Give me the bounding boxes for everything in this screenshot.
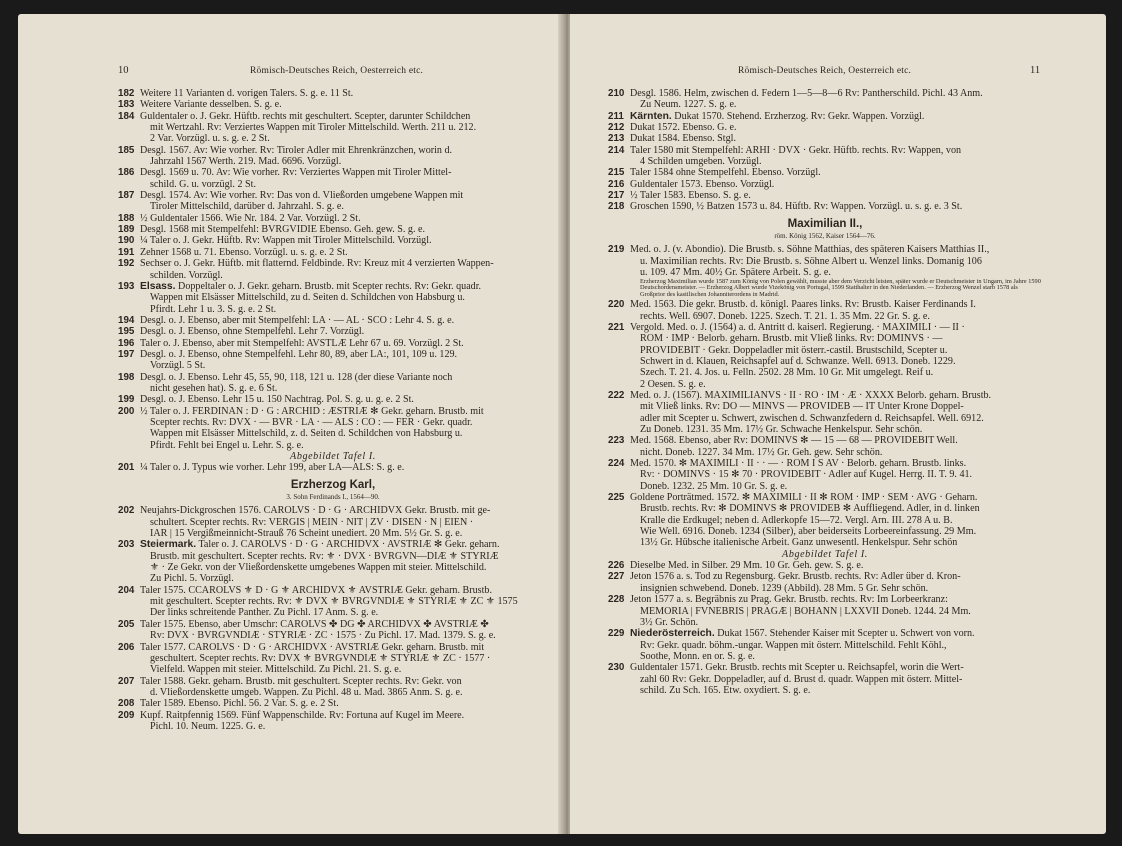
entry-line: ½ Taler 1583. Ebenso. S. g. e. (630, 190, 751, 202)
catalog-entry (118, 642, 548, 676)
entry-text: Doppeltaler o. J. Gekr. geharn. Brustb. mit Scepter rechts. Rv: Gekr. quadr. (175, 280, 482, 292)
entry-number: 216 (608, 178, 625, 190)
entry-line: insignien schwebend. Doneb. 1239 (Abbild). 28 Mm. 5 Gr. Sehr schön. (640, 582, 929, 594)
entry-line: Taler 1589. Ebenso. Pichl. 56. 2 Var. S. g. e. 2 St. (140, 698, 339, 710)
entry-number: 217 (608, 190, 625, 202)
entry-line: Dieselbe Med. in Silber. 29 Mm. 10 Gr. Geh. gew. S. g. e. (630, 560, 864, 572)
catalog-entry (118, 258, 548, 281)
catalog-entry (608, 662, 1042, 696)
catalog-entry (608, 244, 1042, 299)
entry-number: 211 (608, 110, 624, 122)
entry-line: Rv: DVX · BVRGVNDIÆ · STYRIÆ · ZC · 1575 · Zu Pichl. 17. Mad. 1379. S. g. e. (150, 630, 496, 642)
catalog-entry (608, 435, 1042, 458)
entry-number: 193 (118, 280, 135, 292)
entry-line: schild. G. u. vorzügl. 2 St. (150, 178, 256, 190)
entry-line: Taler 1575. CCAROLVS ⚜ D · G ⚜ ARCHIDVX ⚜ AVSTRIÆ Gekr. geharn. Brustb. (140, 584, 492, 596)
catalog-entry (118, 505, 548, 539)
entry-line: nicht. Doneb. 1227. 34 Mm. 17½ Gr. Geh. gew. Sehr schön. (640, 446, 883, 458)
entry-line: mit geschultert. Scepter rechts. Rv: ⚜ DVX ⚜ BVRGVNDIÆ ⚜ STYRIÆ ⚜ ZC ⚜ 1575 (150, 596, 518, 608)
entry-number: 221 (608, 321, 625, 333)
entry-line: zahl 60 Rv: Gekr. Doppeladler, auf d. Brust d. quadr. Wappen mit österr. Mittel- (640, 673, 963, 685)
entry-line: Med. 1570. ✻ MAXIMILI · II · · — · ROM I S AV · Belorb. geharn. Brustb. links. (630, 458, 967, 470)
region-keyword: Niederösterreich. (630, 628, 715, 640)
entry-number: 190 (118, 235, 135, 247)
entry-line: schilden. Vorzügl. (150, 269, 223, 281)
entry-line: Kupf. Raitpfennig 1569. Fünf Wappenschilde. Rv: Fortuna auf Kugel im Meere. (140, 709, 465, 721)
entry-line: IAR | 15 Vergißmeinnicht-Strauß 76 Scheint unediert. 20 Mm. 5½ Gr. S. g. e. (150, 528, 463, 540)
catalog-entry (608, 133, 1042, 144)
entry-number: 187 (118, 190, 135, 202)
catalog-entry (608, 571, 1042, 594)
entry-line: Taler 1577. CAROLVS · D · G · ARCHIDVX · AVSTRIÆ Gekr. geharn. Brustb. mit (140, 641, 485, 653)
entry-number: 215 (608, 167, 625, 179)
entry-number: 201 (118, 462, 135, 474)
entry-line: Jahrzahl 1567 Werth. 219. Mad. 6696. Vorzügl. (150, 156, 342, 168)
entry-line: Scepter rechts. Rv: DVX · — BVR · LA · — ALS : CO : — FER · Gekr. quadr. (150, 416, 473, 428)
catalog-entry (118, 247, 548, 258)
catalog-entry (608, 322, 1042, 390)
section-heading (608, 219, 1042, 243)
right-page (570, 14, 1106, 834)
entry-number: 213 (608, 133, 625, 145)
entry-line: Soothe, Monn. en or. S. g. e. (640, 650, 755, 662)
catalog-entry (608, 594, 1042, 628)
entry-text: Dukat 1570. Stehend. Erzherzog. Rv: Gekr. Wappen. Vorzügl. (671, 110, 925, 122)
entry-line: ROM · IMP · Belorb. geharn. Brustb. mit Vließ links. Rv: DOMINVS · — (640, 333, 943, 345)
entry-line: 2 Var. Vorzügl. u. s. g. e. 2 St. (150, 133, 270, 145)
catalog-entry (118, 394, 548, 405)
entry-number: 227 (608, 571, 625, 583)
catalog-entry (118, 167, 548, 190)
plate-reference: Abgebildet Tafel I. (290, 451, 376, 462)
entry-line (630, 111, 1042, 122)
entry-line: Guldentaler 1571. Gekr. Brustb. rechts mit Scepter u. Reichsapfel, worin die Wert- (630, 662, 964, 674)
entry-line: Vergold. Med. o. J. (1564) a. d. Antritt d. kaiserl. Regierung. · MAXIMILI · — II · (630, 321, 965, 333)
entry-number: 192 (118, 258, 135, 270)
entry-line: Brustb. rechts. Rv: ✻ DOMINVS ✻ PROVIDEB ✻ Auffliegend. Adler, in d. linken (640, 503, 980, 515)
entry-line: MEMORIA | FVNEBRIS | PRAGÆ | BOHANN | LXXVII Doneb. 1244. 24 Mm. (640, 605, 971, 617)
region-keyword: Steiermark. (140, 539, 197, 551)
entry-number: 218 (608, 201, 625, 213)
entry-line: Wappen mit Elsässer Mittelschild, zu d. Seiten d. Schildchen von Habsburg u. (150, 292, 465, 304)
entry-line: Pichl. 10. Neum. 1225. G. e. (150, 720, 266, 732)
entry-number: 223 (608, 435, 625, 447)
catalog-entry (118, 235, 548, 246)
entry-number: 220 (608, 299, 625, 311)
entry-line (140, 539, 548, 550)
catalog-entry (608, 390, 1042, 435)
entry-line: Taler 1575. Ebenso, aber Umschr: CAROLVS ✤ DG ✤ ARCHIDVX ✤ AVSTRIÆ ✤ (140, 618, 489, 630)
entry-number: 188 (118, 212, 135, 224)
entry-number: 196 (118, 337, 135, 349)
plate-reference: Abgebildet Tafel I. (782, 548, 868, 560)
entry-line: Jeton 1576 a. s. Tod zu Regensburg. Gekr. Brustb. rechts. Rv: Adler über d. Kron- (630, 571, 961, 583)
catalog-entry (118, 585, 548, 619)
entry-number: 226 (608, 560, 625, 572)
entry-number: 224 (608, 458, 625, 470)
entry-line: Rv: · DOMINVS · 15 ✻ 70 · PROVIDEBIT · Adler auf Kugel. Herrg. II. T. 9. 41. (640, 469, 973, 481)
catalog-entry (118, 710, 548, 733)
entry-number: 210 (608, 88, 625, 99)
entry-number: 212 (608, 122, 625, 134)
entry-line: Desgl. o. J. Ebenso, ohne Stempelfehl. Lehr 7. Vorzügl. (140, 326, 365, 338)
section-title: Maximilian II., (787, 217, 863, 230)
entry-line: Zu Neum. 1227. S. g. e. (640, 99, 737, 111)
entry-line: Brustb. mit geschultert. Scepter rechts. Rv: ⚜ · DVX · BVRGVN—DIÆ ⚜ STYRIÆ (150, 550, 499, 562)
entry-line: Weitere Variante desselben. S. g. e. (140, 99, 282, 111)
entry-number: 222 (608, 389, 625, 401)
entry-line: d. Vließordenskette umgeb. Wappen. Zu Pichl. 48 u. Mad. 3865 Anm. S. g. e. (150, 686, 463, 698)
section-subtitle: röm. König 1562, Kaiser 1564—76. (774, 232, 876, 241)
running-head: Römisch-Deutsches Reich, Oesterreich etc. (250, 66, 424, 76)
entry-line: rechts. Well. 6907. Doneb. 1225. Szech. T. 21. 1. 35 Mm. 22 Gr. S. g. e. (640, 310, 930, 322)
entry-line: nicht gesehen hat). S. g. e. 6 St. (150, 382, 278, 394)
entry-line: mit Vließ links. Rv: DO — MINVS — PROVIDEB — IT Unter Krone Doppel- (640, 401, 964, 413)
entry-number: 198 (118, 371, 135, 383)
catalog-entry (118, 698, 548, 709)
entry-line: Desgl. 1574. Av: Wie vorher. Rv: Das von d. Vließorden umgebene Wappen mit (140, 190, 464, 202)
running-head: Römisch-Deutsches Reich, Oesterreich etc. (738, 66, 912, 76)
entry-line: adler mit Scepter u. Schwert, zwischen d. Schwanzfedern d. Reichsapfel. Well. 6912. (640, 412, 984, 424)
catalog-entry (608, 167, 1042, 178)
page-number: 10 (118, 65, 129, 76)
entry-line: Desgl. 1568 mit Stempelfehl: BVRGVIDIE Ebenso. Geh. gew. S. g. e. (140, 224, 426, 236)
entry-line (140, 281, 548, 292)
region-keyword: Kärnten. (630, 110, 672, 122)
catalog-entry (608, 190, 1042, 201)
entry-number: 197 (118, 348, 135, 360)
catalog-entry (118, 462, 548, 473)
entry-text: Taler o. J. CAROLVS · D · G · ARCHIDVX · AVSTRIÆ ✻ Gekr. geharn. (196, 539, 500, 551)
entry-line (630, 628, 1042, 639)
catalog-entry (608, 492, 1042, 549)
entry-number: 229 (608, 628, 625, 640)
catalog-entries (118, 88, 548, 732)
catalog-entry (118, 676, 548, 699)
entry-line: 2 Oesen. S. g. e. (640, 378, 706, 390)
catalog-entry (118, 190, 548, 213)
entry-line: Weitere 11 Varianten d. vorigen Talers. S. g. e. 11 St. (140, 88, 354, 99)
catalog-entry (608, 111, 1042, 122)
entry-number: 186 (118, 167, 135, 179)
entry-line: Zu Pichl. 5. Vorzügl. (150, 573, 234, 585)
entry-line: Desgl. 1586. Helm, zwischen d. Federn 1—5—8—6 Rv: Pantherschild. Pichl. 43 Anm. (630, 88, 983, 99)
entry-line: mit Wertzahl. Rv: Verziertes Wappen mit Tiroler Mittelschild. Werth. 211 u. 212. (150, 122, 477, 134)
entry-number: 209 (118, 709, 135, 721)
entry-number: 208 (118, 698, 135, 710)
entry-number: 219 (608, 244, 625, 256)
entry-line: Taler 1580 mit Stempelfehl: ARHI · DVX · Gekr. Hüftb. rechts. Rv: Wappen, von (630, 144, 962, 156)
section-subtitle: 3. Sohn Ferdinands I., 1564—90. (286, 493, 380, 502)
entry-line: Taler 1584 ohne Stempelfehl. Ebenso. Vorzügl. (630, 167, 821, 179)
catalog-entry (118, 326, 548, 337)
entry-line: Wappen mit Elsässer Mittelschild, z. d. Seiten d. Schildchen von Habsburg u. (150, 428, 463, 440)
catalog-entry (608, 201, 1042, 212)
entry-line: u. 109. 47 Mm. 40½ Gr. Spätere Arbeit. S. g. e. (640, 267, 831, 279)
entry-line: Guldentaler 1573. Ebenso. Vorzügl. (630, 178, 775, 190)
catalog-entry (118, 111, 548, 145)
entry-number: 206 (118, 641, 135, 653)
footnote: Erzherzog Maximilian wurde 1587 zum König von Polen gewählt, musste aber dem Verzicht leisten, später wurde er Deutschmeister in Ungarn, im Jahre 1590 Deutschordensmeister. — Erzherzog Albert wurde Vizekönig von Portugal, 1599 Statthalter in den Niederlanden. — Erzherzog Wenzel starb 1578 als Großprior des kastilischen Johanniterordens in Madrid. (640, 277, 1041, 299)
entry-line: Tiroler Mittelschild, darüber d. Jahrzahl. S. g. e. (150, 201, 344, 213)
entry-number: 230 (608, 662, 625, 674)
entry-number: 204 (118, 584, 135, 596)
entry-line: PROVIDEBIT · Gekr. Doppeladler mit österr.-castil. Brustschild, Scepter u. (640, 344, 948, 356)
catalog-entry (608, 628, 1042, 662)
entry-line: Desgl. 1569 u. 70. Av: Wie vorher. Rv: Verziertes Wappen mit Tiroler Mittel- (140, 167, 452, 179)
catalog-entry (608, 122, 1042, 133)
entry-line: Med. 1563. Die gekr. Brustb. d. königl. Paares links. Rv: Brustb. Kaiser Ferdinands I. (630, 299, 976, 311)
section-heading (118, 480, 548, 504)
catalog-entry (118, 281, 548, 315)
entry-line: Desgl. o. J. Ebenso, ohne Stempelfehl. Lehr 80, 89, aber LA:, 101, 109 u. 129. (140, 348, 458, 360)
catalog-entry (118, 88, 548, 99)
entry-line: Rv: Gekr. quadr. böhm.-ungar. Wappen mit österr. Mittelschild. Fehlt Köhl., (640, 639, 947, 651)
entry-line: ½ Guldentaler 1566. Wie Nr. 184. 2 Var. Vorzügl. 2 St. (140, 212, 361, 224)
entry-line: u. Maximilian rechts. Rv: Die Brustb. s. Söhne Albert u. Wenzel links. Domanig 106 (640, 255, 982, 267)
catalog-entry (118, 224, 548, 235)
catalog-entry (608, 560, 1042, 571)
entry-line: Doneb. 1232. 25 Mm. 10 Gr. S. g. e. (640, 480, 788, 492)
entry-number: 228 (608, 594, 625, 606)
entry-line: Vorzügl. 5 St. (150, 360, 206, 372)
entry-line: Med. o. J. (v. Abondio). Die Brustb. s. Söhne Matthias, des späteren Kaisers Matthias II., (630, 244, 990, 256)
left-page (18, 14, 564, 834)
entry-line: Desgl. o. J. Ebenso, aber mit Stempelfehl: LA · — AL · SCO : Lehr 4. S. g. e. (140, 314, 455, 326)
entry-line: ¼ Taler o. J. Typus wie vorher. Lehr 199, aber LA—ALS: S. g. e. (140, 462, 405, 474)
catalog-entry (118, 99, 548, 110)
catalog-entry (118, 406, 548, 451)
entry-number: 195 (118, 326, 135, 338)
entry-line: Kralle die Erdkugel; neben d. Adlerkopfe 15—72. Vergl. Arn. III. 278 A u. B. (640, 514, 953, 526)
catalog-entries (608, 88, 1042, 696)
entry-line: Desgl. o. J. Ebenso. Lehr 15 u. 150 Nachtrag. Pol. S. g. u. g. e. 2 St. (140, 394, 414, 406)
entry-line: Pfirdt. Fehlt bei Engel u. Lehr. S. g. e. (150, 439, 304, 451)
entry-number: 189 (118, 224, 135, 236)
entry-number: 194 (118, 314, 135, 326)
entry-line: Desgl. o. J. Ebenso. Lehr 45, 55, 90, 118, 121 u. 128 (der diese Variante noch (140, 371, 453, 383)
entry-number: 207 (118, 675, 135, 687)
entry-line: 13½ Gr. Hübsche italienische Arbeit. Ganz unwesentl. Henkelspur. Sehr schön (640, 537, 958, 549)
entry-number: 183 (118, 99, 135, 111)
entry-line: Desgl. 1567. Av: Wie vorher. Rv: Tiroler Adler mit Ehrenkränzchen, worin d. (140, 144, 453, 156)
entry-line: Szech. T. 21. 4. Jos. u. Felln. 2502. 28 Mm. 10 Gr. Mit umgelegt. Reif u. (640, 367, 934, 379)
entry-line: Neujahrs-Dickgroschen 1576. CAROLVS · D · G · ARCHIDVX Gekr. Brustb. mit ge- (140, 505, 491, 517)
catalog-entry (118, 619, 548, 642)
entry-line: Wie Well. 6916. Doneb. 1234 (Silber), aber beiderseits Lorbeereinfassung. 29 Mm. (640, 526, 977, 538)
catalog-entry (118, 145, 548, 168)
entry-line: Zehner 1568 u. 71. Ebenso. Vorzügl. u. s. g. e. 2 St. (140, 246, 348, 258)
entry-number: 214 (608, 144, 625, 156)
entry-line: Dukat 1572. Ebenso. G. e. (630, 122, 737, 134)
entry-number: 205 (118, 618, 135, 630)
catalog-entry (608, 145, 1042, 168)
entry-number: 182 (118, 88, 135, 99)
entry-line: schultert. Scepter rechts. Rv: VERGIS | MEIN · NIT | ZV · DISEN · N | EIEN · (150, 516, 474, 528)
entry-line: Pfirdt. Lehr 1 u. 3. S. g. e. 2 St. (150, 303, 277, 315)
entry-number: 185 (118, 144, 135, 156)
entry-number: 225 (608, 492, 625, 504)
catalog-entry (608, 299, 1042, 322)
catalog-entry (608, 179, 1042, 190)
entry-number: 199 (118, 394, 135, 406)
entry-line: Schwert in d. Klauen, Reichsapfel auf d. Schwanze. Well. 6913. Doneb. 1229. (640, 355, 956, 367)
entry-number: 203 (118, 539, 135, 551)
entry-line: Jeton 1577 a. s. Begräbnis zu Prag. Gekr. Brustb. rechts. Rv: Im Lorbeerkranz: (630, 594, 948, 606)
entry-line: Groschen 1590, ½ Batzen 1573 u. 84. Hüftb. Rv: Wappen. Vorzügl. u. s. g. e. 3 St. (630, 201, 963, 213)
catalog-entry (118, 315, 548, 326)
entry-line: Med. 1568. Ebenso, aber Rv: DOMINVS ✻ — 15 — 68 — PROVIDEBIT Well. (630, 435, 958, 447)
book-spread (18, 14, 1106, 834)
entry-text: Dukat 1567. Stehender Kaiser mit Scepter u. Schwert von vorn. (714, 628, 975, 640)
entry-line: Sechser o. J. Gekr. Hüftb. mit flatternd. Feldbinde. Rv: Kreuz mit 4 verzierten Wappen- (140, 258, 494, 270)
entry-line: Vielfeld. Wappen mit steier. Mittelschild. Zu Pichl. 21. S. g. e. (150, 664, 402, 676)
catalog-entry (608, 458, 1042, 492)
page-number: 11 (1030, 65, 1041, 76)
catalog-entry (118, 213, 548, 224)
entry-line: Dukat 1584. Ebenso. Stgl. (630, 133, 736, 145)
entry-line: Guldentaler o. J. Gekr. Hüftb. rechts mit geschultert. Scepter, darunter Schildchen (140, 110, 471, 122)
entry-line: Med. o. J. (1567). MAXIMILIANVS · II · RO · IM · Æ · XXXX Belorb. geharn. Brustb. (630, 389, 992, 401)
entry-number: 191 (118, 246, 135, 258)
entry-line: Zu Doneb. 1231. 35 Mm. 17½ Gr. Schwache Henkelspur. Sehr schön. (640, 424, 923, 435)
catalog-entry (118, 349, 548, 372)
entry-line: 3½ Gr. Schön. (640, 616, 699, 628)
catalog-entry (118, 372, 548, 395)
entry-line: schild. Zu Sch. 165. Etw. oxydiert. S. g. e. (640, 684, 811, 696)
entry-number: 202 (118, 505, 135, 517)
entry-line: geschultert. Scepter rechts. Rv: DVX ⚜ BVRGVNDIÆ ⚜ STYRIÆ ⚜ ZC · 1577 · (150, 652, 491, 664)
region-keyword: Elsass. (140, 280, 176, 292)
catalog-entry (118, 338, 548, 349)
entry-number: 200 (118, 405, 135, 417)
section-title: Erzherzog Karl, (290, 478, 376, 491)
entry-line: 4 Schilden umgeben. Vorzügl. (640, 156, 762, 168)
entry-line: ¼ Taler o. J. Gekr. Hüftb. Rv: Wappen mit Tiroler Mittelschild. Vorzügl. (140, 235, 432, 247)
entry-line: Taler 1588. Gekr. geharn. Brustb. mit geschultert. Scepter rechts. Rv: Gekr. von (140, 675, 462, 687)
entry-line: Taler o. J. Ebenso, aber mit Stempelfehl: AVSTLÆ Lehr 67 u. 69. Vorzügl. 2 St. (140, 337, 464, 349)
entry-line: Goldene Porträtmed. 1572. ✻ MAXIMILI · II ✻ ROM · IMP · SEM · AVG · Geharn. (630, 492, 978, 504)
entry-line: ½ Taler o. J. FERDINAN : D · G : ARCHID : ÆSTRIÆ ✻ Gekr. geharn. Brustb. mit (140, 405, 484, 417)
catalog-entry (118, 539, 548, 584)
entry-line: Der links schreitende Panther. Zu Pichl. 17 Anm. S. g. e. (150, 607, 379, 619)
catalog-entry (608, 88, 1042, 111)
entry-number: 184 (118, 110, 135, 122)
entry-line: ⚜ · Ze Gekr. von der Vließordenskette umgebenes Wappen mit steier. Mittelschild. (150, 562, 487, 574)
